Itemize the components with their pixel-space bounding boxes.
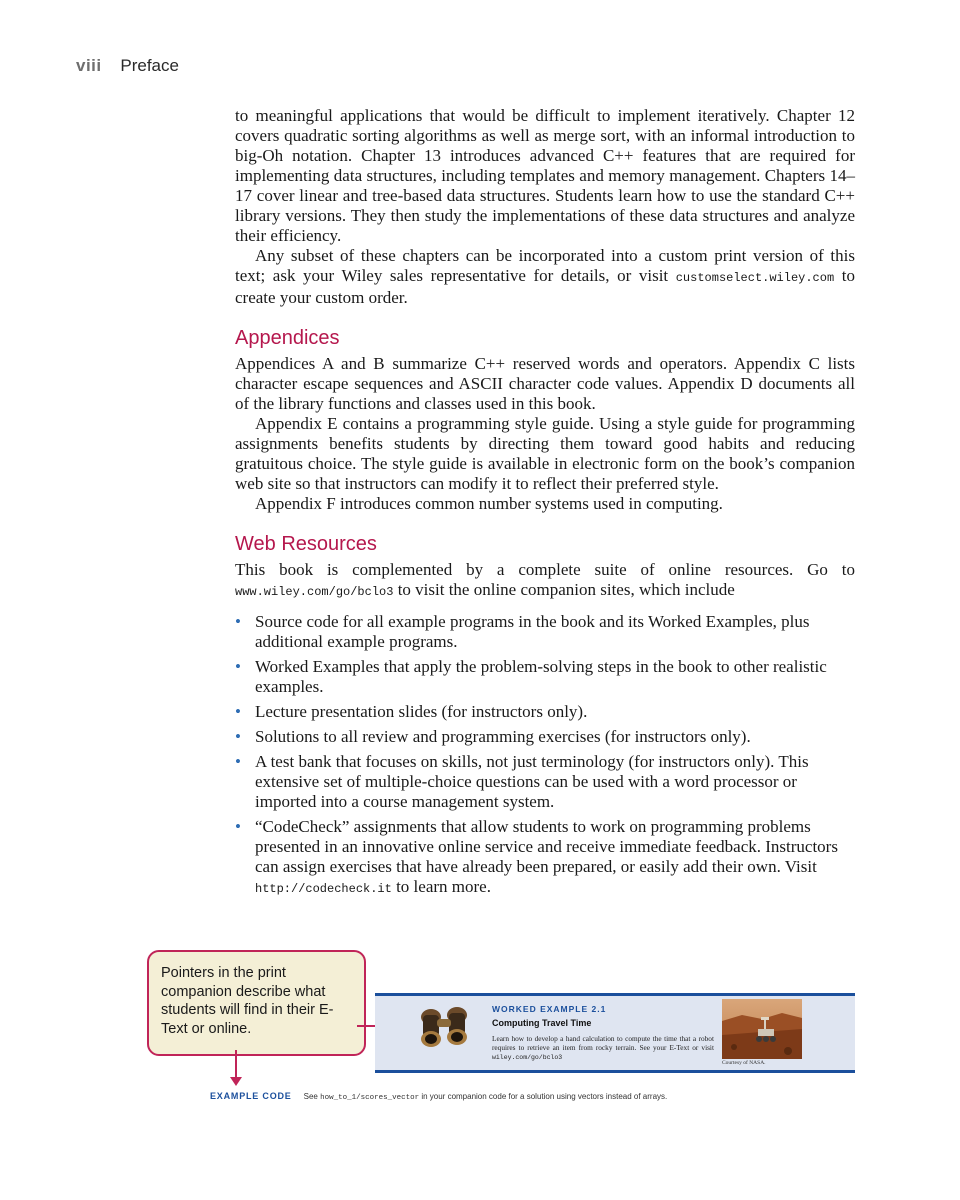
bullet-dot-icon: •: [235, 612, 241, 631]
paragraph-web-resources: This book is complemented by a complete suite of online resources. Go to www.wiley.com/go/bclo3 to visit the online companion sites, which include: [235, 560, 855, 599]
worked-example-box[interactable]: [375, 993, 855, 1073]
worked-example-link[interactable]: wiley.com/go/bclo3: [492, 1054, 563, 1061]
worked-example-title: Computing Travel Time: [492, 1018, 592, 1028]
paragraph-appendices-ad: Appendices A and B summarize C++ reserved words and operators. Appendix C lists character escape sequences and ASCII character code values. Appendix D documents all of the library functions and classes used in this book.: [235, 354, 855, 413]
list-item: • “CodeCheck” assignments that allow students to work on programming problems presented in an innovative online service and receive immediate feedback. Instructors can assign exercises that have already been prepared, or easily add their own. Visit http://codecheck.it to learn more.: [235, 817, 838, 896]
bullet-dot-icon: •: [235, 657, 241, 676]
example-code-path: how_to_1/scores_vector: [320, 1094, 420, 1102]
photo-credit: Courtesy of NASA.: [722, 1060, 766, 1066]
paragraph-appendix-e: Appendix E contains a programming style guide. Using a style guide for programming assignments benefits students by directing them toward good habits and reducing gratuitous choice. The style guide is available in electronic form on the book’s companion web site so that instructors can modify it to reflect their preferred style.: [235, 414, 855, 493]
binoculars-image: [413, 1001, 475, 1051]
page-number: viii: [76, 56, 102, 75]
example-code-note: EXAMPLE CODE See how_to_1/scores_vector in your companion code for a solution using vectors instead of arrays.: [210, 1091, 668, 1102]
list-item: • Source code for all example programs in the book and its Worked Examples, plus additional example programs.: [235, 612, 810, 651]
bullet-dot-icon: •: [235, 702, 241, 721]
callout-box: Pointers in the print companion describe what students will find in their E-Text or online.: [147, 950, 366, 1056]
bullet-dot-icon: •: [235, 752, 241, 771]
bullet-dot-icon: •: [235, 727, 241, 746]
customselect-link[interactable]: customselect.wiley.com: [675, 271, 835, 285]
appendices-heading: Appendices: [235, 327, 340, 349]
paragraph-appendix-f: Appendix F introduces common number systems used in computing.: [255, 494, 723, 513]
callout-arrow-down: [235, 1050, 237, 1078]
codecheck-link[interactable]: http://codecheck.it: [255, 882, 392, 896]
running-head: [76, 56, 179, 76]
list-item: • Solutions to all review and programming exercises (for instructors only).: [235, 727, 751, 746]
resource-list: [235, 612, 855, 899]
body-text: [235, 106, 855, 904]
companion-site-link[interactable]: www.wiley.com/go/bclo3: [235, 585, 394, 599]
worked-example-label: WORKED EXAMPLE 2.1: [492, 1004, 607, 1014]
list-item: • A test bank that focuses on skills, not just terminology (for instructors only). This extensive set of multiple-choice questions can be used with a word processor or imported into a course management system.: [235, 752, 809, 811]
running-head-title: Preface: [120, 56, 179, 75]
list-item: • Worked Examples that apply the problem-solving steps in the book to other realistic examples.: [235, 657, 827, 696]
web-resources-heading: Web Resources: [235, 533, 377, 555]
mars-rover-photo: [722, 999, 802, 1059]
list-item: • Lecture presentation slides (for instructors only).: [235, 702, 588, 721]
worked-example-description: Learn how to develop a hand calculation to compute the time that a robot requires to retrieve an item from rocky terrain. See your E-Text or visit wiley.com/go/bclo3: [492, 1034, 714, 1061]
example-code-label: EXAMPLE CODE: [210, 1091, 292, 1101]
bullet-dot-icon: •: [235, 817, 241, 836]
worked-example-text: [492, 1004, 714, 1062]
paragraph-custom-print: Any subset of these chapters can be incorporated into a custom print version of this text; ask your Wiley sales representative for details, or visit customselect.wiley.com to create your custom order.: [235, 246, 855, 307]
paragraph-chapters: to meaningful applications that would be difficult to implement iteratively. Chapter 12 covers quadratic sorting algorithms as well as merge sort, with an informal introduction to big-Oh notation. Chapter 13 introduces advanced C++ features that are required for implementing data structures, including templates and memory management. Chapters 14–17 cover linear and tree-based data structures. Students learn how to use the standard C++ library versions. They then study the implementations of these data structures and analyze their efficiency.: [235, 106, 855, 245]
